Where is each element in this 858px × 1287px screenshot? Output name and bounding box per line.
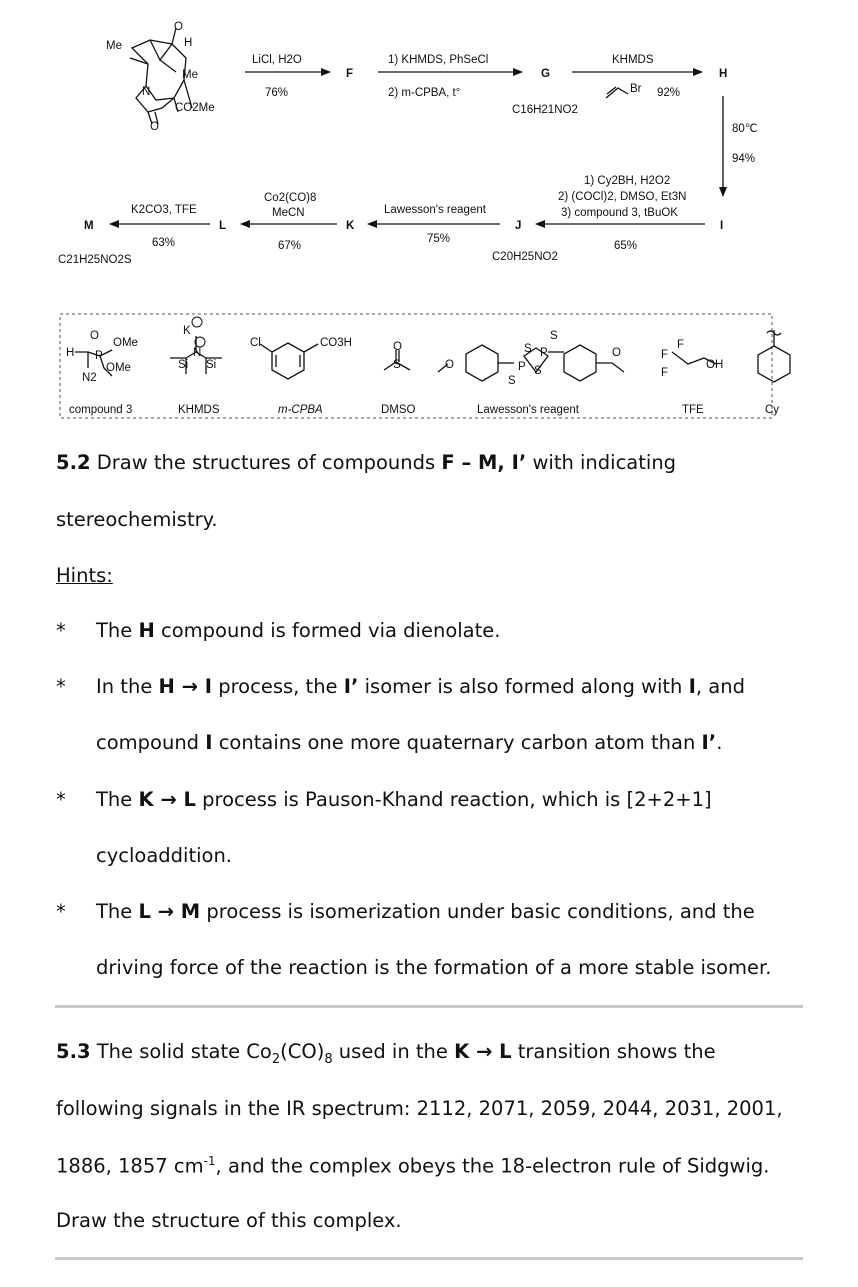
formula-J: C20H25NO2 (492, 251, 558, 263)
legend-cy: Cy (765, 404, 780, 416)
step2-reagent-2: 2) m-CPBA, t° (388, 87, 461, 99)
q53-l1e: transition shows the (511, 1040, 716, 1063)
reaction-scheme (0, 0, 858, 430)
h1a: The (96, 619, 139, 642)
bullet: * (56, 675, 66, 698)
divider (55, 1257, 803, 1260)
q53-l3a: 1886, 1857 cm (56, 1154, 204, 1178)
compound-L: L (219, 220, 227, 232)
step5-line2: 2) (COCl)2, DMSO, Et3N (558, 191, 687, 203)
q53-l1c: used in the (332, 1040, 455, 1063)
lr-p-1: P (540, 347, 548, 359)
step7-line1: Co2(CO)8 (264, 192, 317, 204)
sm-h: H (184, 37, 193, 49)
q53-line2: following signals in the IR spectrum: 2112, 2071, 2059, 2044, 2031, 2001, (56, 1097, 783, 1120)
mcpba-co3h: CO3H (320, 337, 352, 349)
sm-n: N (142, 86, 151, 98)
step8-reagent: K2CO3, TFE (131, 204, 197, 216)
cyclohexyl-ring (758, 346, 790, 382)
h2f: I (688, 675, 696, 698)
sm-o-top: O (174, 21, 183, 33)
lr-p-2: P (518, 361, 526, 373)
khmds-k: K (183, 325, 191, 337)
h3a: The (96, 788, 139, 811)
h2bb: I (205, 731, 213, 754)
step5-line1: 1) Cy2BH, H2O2 (584, 175, 671, 187)
formula-M: C21H25NO2S (58, 254, 132, 266)
lawesson-ring-left (466, 345, 498, 381)
compound-M: M (84, 220, 94, 232)
compound-I: I (720, 220, 724, 232)
h1b: H (138, 619, 155, 642)
q53-sub1: 2 (271, 1051, 281, 1067)
q53-l1a: The solid state Co (90, 1040, 272, 1063)
h3c: process is Pauson-Khand reaction, which is [2+2+1] (195, 788, 712, 811)
step3-reagent: KHMDS (612, 54, 654, 66)
hint-3-text (96, 790, 712, 810)
h2bd: I’ (701, 731, 717, 754)
compound-F: F (346, 68, 354, 80)
hint-4-text (96, 902, 755, 922)
q53-number: 5.3 (56, 1040, 91, 1063)
h3b: K → L (138, 788, 196, 811)
q53-line3 (56, 1155, 769, 1176)
lr-s-ring-2: S (534, 365, 542, 377)
compound-K: K (346, 220, 355, 232)
q52-number: 5.2 (56, 451, 91, 474)
dmso-o: O (393, 341, 402, 353)
sm-ester: CO2Me (175, 102, 215, 114)
sm-me-right: Me (182, 69, 198, 81)
compound-H: H (719, 68, 728, 80)
q53-sup: -1 (203, 1154, 216, 1168)
h2a: In the (96, 675, 159, 698)
divider (55, 1005, 803, 1008)
dmso-s: S (393, 359, 401, 371)
step4-yield: 94% (732, 153, 756, 165)
step6-yield: 75% (427, 233, 451, 245)
q52-range: F – M, I’ (441, 451, 527, 474)
c3-p: P (95, 350, 103, 362)
lr-s-ring-1: S (524, 343, 532, 355)
bullet: * (56, 900, 66, 923)
lr-s-bottom: S (508, 375, 516, 387)
h4a: The (96, 900, 139, 923)
q52-text-b: with indicating (526, 451, 677, 474)
lr-s-top: S (550, 330, 558, 342)
legend-dmso: DMSO (381, 404, 416, 416)
q53-l1d: K → L (454, 1040, 512, 1063)
step5-yield: 65% (614, 240, 638, 252)
c3-h: H (66, 347, 75, 359)
tfe-f3: F (661, 367, 669, 379)
legend-tfe: TFE (682, 404, 704, 416)
c3-o: O (90, 330, 99, 342)
lawesson-ring-right (564, 345, 596, 381)
bullet: * (56, 619, 66, 642)
h2bc: contains one more quaternary carbon atom than (212, 731, 702, 754)
step7-line2: MeCN (272, 207, 305, 219)
h2g: , and (695, 675, 745, 698)
step1-reagent: LiCl, H2O (252, 54, 302, 66)
step1-yield: 76% (265, 87, 289, 99)
hint-1-text (96, 621, 500, 641)
q53-line1 (56, 1042, 716, 1066)
step3-br: Br (630, 83, 642, 95)
legend-khmds: KHMDS (178, 404, 220, 416)
step7-yield: 67% (278, 240, 302, 252)
legend-lawesson: Lawesson's reagent (477, 404, 579, 416)
bullet: * (56, 788, 66, 811)
step8-yield: 63% (152, 237, 176, 249)
lr-o-left: O (445, 359, 454, 371)
q52-text-a: Draw the structures of compounds (90, 451, 442, 474)
hint-4-cont: driving force of the reaction is the formation of a more stable isomer. (96, 956, 772, 979)
q53-l3b: , and the complex obeys the 18-electron rule of Sidgwig. (215, 1154, 770, 1178)
h2e: isomer is also formed along with (358, 675, 689, 698)
tfe-f1: F (677, 339, 685, 351)
compound-G: G (541, 68, 550, 80)
h2b: H → I (158, 675, 213, 698)
mcpba-ring (272, 343, 304, 379)
formula-G: C16H21NO2 (512, 104, 578, 116)
khmds-si-2: Si (206, 359, 217, 371)
sm-o-bottom: O (150, 121, 159, 133)
q53-line4: Draw the structure of this complex. (56, 1209, 402, 1232)
step4-cond: 80℃ (732, 123, 758, 135)
h2d: I’ (343, 675, 359, 698)
tfe-f2: F (661, 349, 669, 361)
tfe-oh: OH (706, 359, 724, 371)
hint-2-cont (96, 733, 722, 753)
step6-reagent: Lawesson's reagent (384, 204, 486, 216)
c3-ome1: OMe (113, 337, 138, 349)
legend-mcpba: m-CPBA (278, 404, 323, 416)
compound-J: J (515, 220, 522, 232)
c3-ome2: OMe (106, 362, 131, 374)
hint-3-cont: cycloaddition. (96, 844, 233, 867)
reagent-legend-box (60, 314, 772, 418)
legend-compound3: compound 3 (69, 404, 133, 416)
step5-line3: 3) compound 3, tBuOK (561, 207, 678, 219)
hints-label: Hints: (56, 564, 113, 587)
h2c: process, the (212, 675, 344, 698)
h2ba: compound (96, 731, 206, 754)
h4c: process is isomerization under basic conditions, and the (200, 900, 755, 923)
hint-2-text (96, 677, 745, 697)
q53-l1b: (CO) (280, 1040, 325, 1063)
q53-sub2: 8 (324, 1051, 333, 1067)
q52-line2: stereochemistry. (56, 508, 218, 531)
khmds-si-1: Si (178, 359, 189, 371)
step2-reagent-1: 1) KHMDS, PhSeCl (388, 54, 489, 66)
step3-yield: 92% (657, 87, 681, 99)
khmds-n: N (193, 347, 202, 359)
c3-n2: N2 (82, 372, 97, 384)
h2be: . (716, 731, 723, 754)
h4b: L → M (138, 900, 201, 923)
q52-line1 (56, 453, 676, 473)
lr-o-right: O (612, 347, 621, 359)
mcpba-cl: Cl (250, 337, 261, 349)
h1c: compound is formed via dienolate. (154, 619, 501, 642)
sm-me-left: Me (106, 40, 122, 52)
